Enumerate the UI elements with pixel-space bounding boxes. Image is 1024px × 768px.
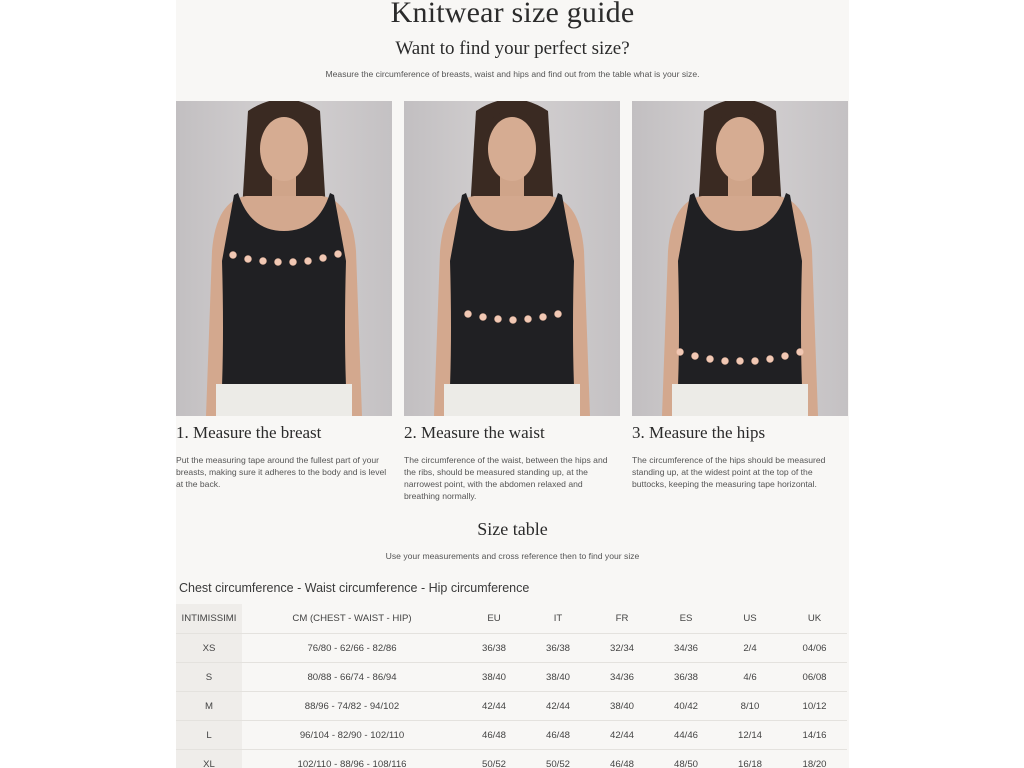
cell-es: 36/38	[654, 663, 718, 692]
cell-eu: 46/48	[462, 721, 526, 750]
size-table	[176, 604, 847, 768]
header-us: US	[718, 604, 782, 634]
table-row	[176, 721, 847, 750]
cell-es: 44/46	[654, 721, 718, 750]
cell-fr: 46/48	[590, 750, 654, 768]
size-table-subtitle: Use your measurements and cross reference then to find your size	[385, 551, 640, 561]
cell-es: 40/42	[654, 692, 718, 721]
cell-eu: 36/38	[462, 634, 526, 663]
table-row	[176, 634, 847, 663]
header-it: IT	[526, 604, 590, 634]
cell-fr: 32/34	[590, 634, 654, 663]
cell-size: XS	[176, 634, 242, 663]
cell-size: XL	[176, 750, 242, 768]
cell-es: 48/50	[654, 750, 718, 768]
table-row	[176, 750, 847, 768]
step-2-title: 2. Measure the waist	[404, 423, 545, 442]
cell-uk: 04/06	[782, 634, 847, 663]
cell-uk: 18/20	[782, 750, 847, 768]
size-guide-page	[176, 0, 849, 768]
header-brand: INTIMISSIMI	[176, 604, 242, 634]
cell-cm: 88/96 - 74/82 - 94/102	[242, 692, 462, 721]
cell-fr: 34/36	[590, 663, 654, 692]
page-subtitle: Want to find your perfect size?	[395, 38, 630, 59]
cell-cm: 102/110 - 88/96 - 108/116	[242, 750, 462, 768]
table-caption: Chest circumference - Waist circumference - Hip circumference	[179, 581, 530, 595]
cell-fr: 38/40	[590, 692, 654, 721]
table-row	[176, 663, 847, 692]
page-title: Knitwear size guide	[390, 0, 635, 29]
cell-it: 50/52	[526, 750, 590, 768]
cell-cm: 76/80 - 62/66 - 82/86	[242, 634, 462, 663]
cell-es: 34/36	[654, 634, 718, 663]
cell-uk: 14/16	[782, 721, 847, 750]
breast-measure-photo	[176, 101, 392, 416]
cell-us: 16/18	[718, 750, 782, 768]
header-fr: FR	[590, 604, 654, 634]
cell-it: 42/44	[526, 692, 590, 721]
table-header-row	[176, 604, 847, 634]
header-uk: UK	[782, 604, 847, 634]
header-cm: CM (CHEST - WAIST - HIP)	[242, 604, 462, 634]
cell-size: L	[176, 721, 242, 750]
cell-cm: 80/88 - 66/74 - 86/94	[242, 663, 462, 692]
cell-us: 2/4	[718, 634, 782, 663]
header-es: ES	[654, 604, 718, 634]
cell-us: 12/14	[718, 721, 782, 750]
cell-eu: 42/44	[462, 692, 526, 721]
size-table-title: Size table	[477, 519, 548, 539]
cell-size: S	[176, 663, 242, 692]
step-3-text: The circumference of the hips should be measured standing up, at the widest point at the top of the buttocks, keeping the measuring tape horizontal.	[632, 455, 826, 489]
cell-fr: 42/44	[590, 721, 654, 750]
cell-eu: 50/52	[462, 750, 526, 768]
step-1-text: Put the measuring tape around the fullest part of your breasts, making sure it adheres to the body and is level at the back.	[176, 455, 387, 489]
cell-us: 8/10	[718, 692, 782, 721]
step-3-title: 3. Measure the hips	[632, 423, 766, 442]
cell-it: 36/38	[526, 634, 590, 663]
step-2-text: The circumference of the waist, between the hips and the ribs, should be measured standing up, at the narrowest point, with the abdomen relaxed and breathing normally.	[404, 455, 608, 501]
cell-uk: 06/08	[782, 663, 847, 692]
cell-it: 46/48	[526, 721, 590, 750]
waist-measure-photo	[404, 101, 620, 416]
table-row	[176, 692, 847, 721]
cell-eu: 38/40	[462, 663, 526, 692]
intro-text: Measure the circumference of breasts, waist and hips and find out from the table what is your size.	[325, 69, 700, 79]
step-1-title: 1. Measure the breast	[176, 423, 322, 442]
cell-cm: 96/104 - 82/90 - 102/110	[242, 721, 462, 750]
cell-it: 38/40	[526, 663, 590, 692]
header-eu: EU	[462, 604, 526, 634]
cell-uk: 10/12	[782, 692, 847, 721]
hips-measure-photo	[632, 101, 848, 416]
cell-us: 4/6	[718, 663, 782, 692]
cell-size: M	[176, 692, 242, 721]
